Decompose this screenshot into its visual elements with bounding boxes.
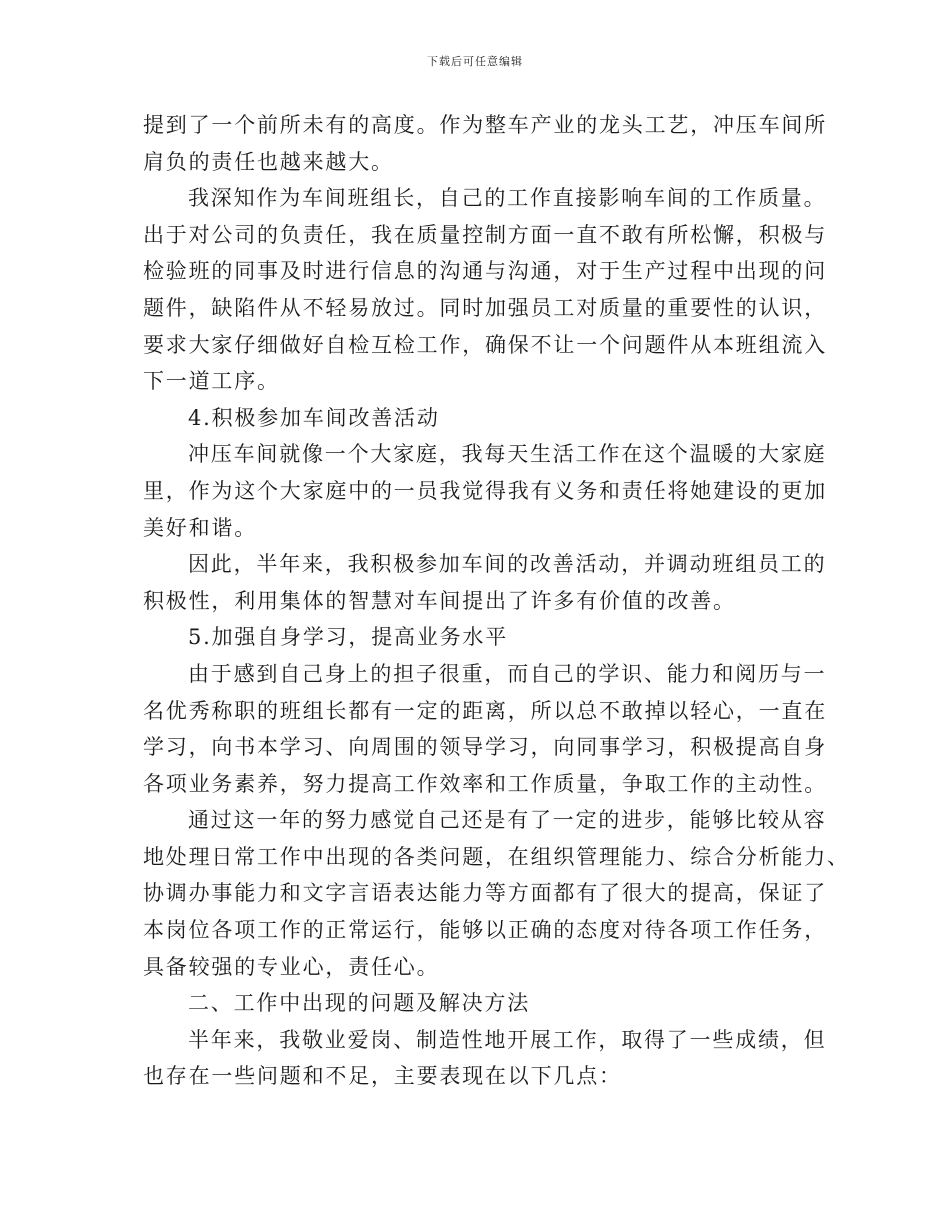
text-line: 二、工作中出现的问题及解决方法 (188, 991, 530, 1016)
text-line: 名优秀称职的班组长都有一定的距离，所以总不敢掉以轻心，一直在 (143, 698, 827, 723)
text-line: 我深知作为车间班组长，自己的工作直接影响车间的工作质量。 (188, 186, 827, 211)
text-line: 肩负的责任也越来越大。 (143, 149, 394, 174)
text-line: 下一道工序。 (143, 369, 280, 394)
text-line: 要求大家仔细做好自检互检工作，确保不让一个问题件从本班组流入 (143, 332, 827, 357)
text-line: 协调办事能力和文字言语表达能力等方面都有了很大的提高，保证了 (143, 881, 827, 906)
text-line: 里，作为这个大家庭中的一员我觉得我有义务和责任将她建设的更加 (143, 478, 827, 503)
text-line: 检验班的同事及时进行信息的沟通与沟通，对于生产过程中出现的问 (143, 259, 827, 284)
text-line: 本岗位各项工作的正常运行，能够以正确的态度对待各项工作任务， (143, 918, 827, 943)
text-line: 出于对公司的负责任，我在质量控制方面一直不敢有所松懈，积极与 (143, 222, 827, 247)
text-line: 提到了一个前所未有的高度。作为整车产业的龙头工艺，冲压车间所 (143, 113, 827, 137)
text-line: 各项业务素养，努力提高工作效率和工作质量，争取工作的主动性。 (143, 771, 827, 796)
text-line: 地处理日常工作中出现的各类问题，在组织管理能力、综合分析能力、 (143, 844, 850, 869)
text-line: 半年来，我敬业爱岗、制造性地开展工作，取得了一些成绩，但 (188, 1027, 827, 1052)
text-line: 积极性，利用集体的智慧对车间提出了许多有价值的改善。 (143, 588, 736, 613)
text-line: 冲压车间就像一个大家庭，我每天生活工作在这个温暖的大家庭 (188, 442, 827, 467)
text-line: 由于感到自己身上的担子很重，而自己的学识、能力和阅历与一 (188, 661, 827, 686)
text-line: 题件，缺陷件从不轻易放过。同时加强员工对质量的重要性的认识， (143, 295, 827, 320)
text-line: 具备较强的专业心，责任心。 (143, 954, 440, 979)
text-line: 5.加强自身学习，提高业务水平 (188, 625, 509, 650)
page-header: 下载后可任意编辑 (427, 55, 523, 68)
text-line: 美好和谐。 (143, 515, 257, 540)
document-body (143, 107, 850, 1095)
text-line: 因此，半年来，我积极参加车间的改善活动，并调动班组员工的 (188, 552, 827, 577)
text-line: 也存在一些问题和不足，主要表现在以下几点： (143, 1064, 622, 1089)
text-line: 4.积极参加车间改善活动 (188, 405, 440, 430)
text-line: 学习，向书本学习、向周围的领导学习，向同事学习，积极提高自身 (143, 735, 827, 760)
text-line: 通过这一年的努力感觉自己还是有了一定的进步，能够比较从容 (188, 808, 827, 833)
